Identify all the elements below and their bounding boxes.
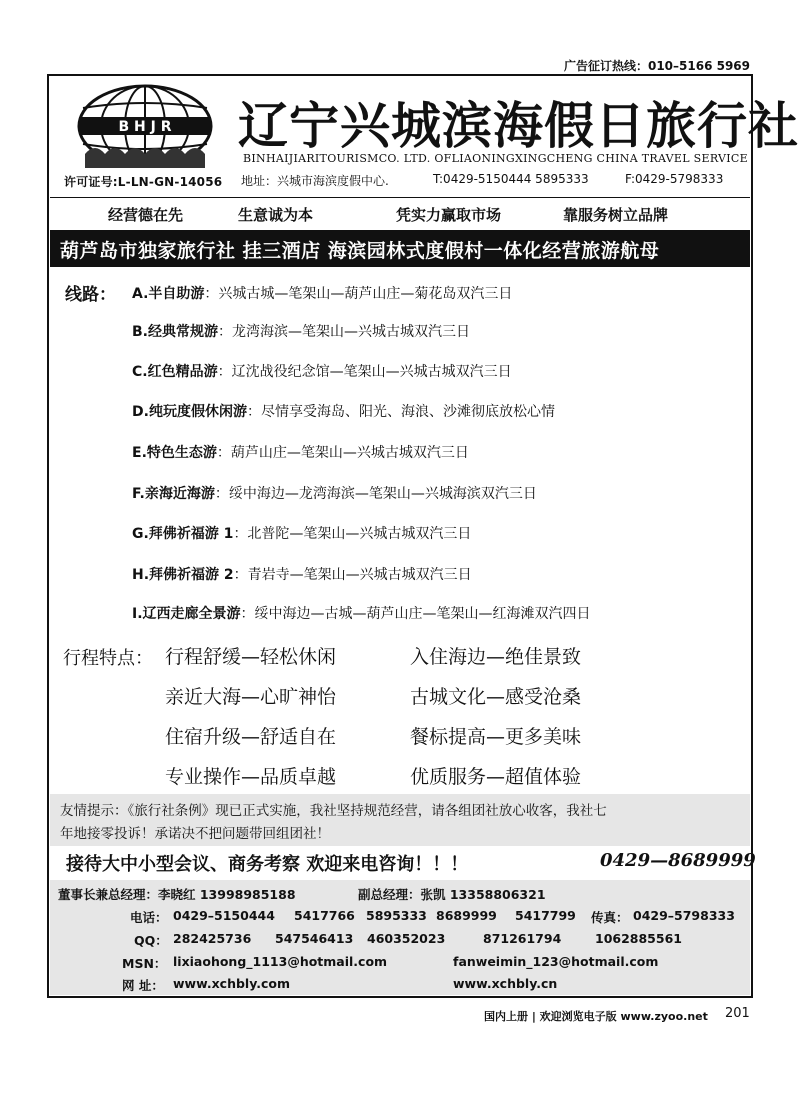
- agency-title: 辽宁兴城滨海假日旅行社: [238, 96, 799, 155]
- msn-address: fanweimin_123@hotmail.com: [453, 954, 659, 969]
- features-label: 行程特点：: [63, 648, 153, 669]
- banner-text: 葫芦岛市独家旅行社 挂三酒店 海滨园林式度假村一体化经营旅游航母: [60, 240, 660, 262]
- tip-line: 年地接零投诉！承诺决不把问题带回组团社！: [60, 826, 330, 842]
- fax-number: 0429–5798333: [633, 908, 735, 923]
- ad-hotline: 广告征订热线：010–5166 5969: [563, 59, 750, 73]
- slogan-2: 生意诚为本: [238, 206, 314, 224]
- address: 地址：兴城市海滨度假中心.: [241, 174, 389, 188]
- feature-item: 亲近大海—心旷神怡: [165, 686, 337, 708]
- page-number: 201: [725, 1006, 750, 1021]
- qq-number: 547546413: [275, 931, 354, 946]
- phone-number: 5417799: [515, 908, 576, 923]
- feature-item: 入住海边—绝佳景致: [410, 646, 582, 668]
- route-item: F.亲海近海游：绥中海边—龙湾海滨—笔架山—兴城海滨双汽三日: [132, 486, 537, 502]
- qq-number: 871261794: [483, 931, 562, 946]
- fax-label: 传真：: [591, 910, 629, 925]
- meeting-phone: 0429—8689999: [600, 850, 756, 871]
- feature-item: 专业操作—品质卓越: [165, 766, 337, 788]
- feature-item: 古城文化—感受沧桑: [410, 686, 582, 708]
- banner: [50, 230, 750, 267]
- phone-number: 0429–5150444: [173, 908, 275, 923]
- vice-manager: 副总经理：张凯 13358806321: [358, 887, 546, 902]
- agency-english-name: BINHAIJIARITOURISMCO. LTD. OFLIAONINGXINGCHENG CHINA TRAVEL SERVICE: [243, 152, 748, 165]
- feature-item: 餐标提高—更多美味: [410, 726, 582, 748]
- route-item: I.辽西走廊全景游：绥中海边—古城—葫芦山庄—笔架山—红海滩双汽四日: [132, 606, 591, 622]
- website-label: 网 址：: [122, 978, 164, 993]
- qq-number: 1062885561: [595, 931, 682, 946]
- phone-label: 电话：: [130, 910, 168, 925]
- footer-text: 国内上册 | 欢迎浏览电子版 www.zyoo.net: [484, 1010, 708, 1023]
- phone-number: 5895333: [366, 908, 427, 923]
- route-item: C.红色精品游：辽沈战役纪念馆—笔架山—兴城古城双汽三日: [132, 364, 512, 380]
- tip-line: 友情提示：《旅行社条例》现已正式实施，我社坚持规范经营，请各组团社放心收客，我社七: [60, 803, 607, 819]
- feature-item: 住宿升级—舒适自在: [165, 726, 337, 748]
- route-item: E.特色生态游：葫芦山庄—笔架山—兴城古城双汽三日: [132, 445, 469, 461]
- msn-label: MSN：: [122, 956, 167, 971]
- website-link[interactable]: www.xchbly.cn: [453, 976, 558, 991]
- divider: [50, 197, 750, 198]
- svg-text:B H J R: B H J R: [118, 119, 172, 135]
- friendly-tip-box: [50, 794, 750, 846]
- slogan-1: 经营德在先: [108, 206, 184, 224]
- route-item: H.拜佛祈福游 2：青岩寺—笔架山—兴城古城双汽三日: [132, 567, 472, 583]
- qq-number: 460352023: [367, 931, 446, 946]
- header-fax: F:0429-5798333: [625, 172, 724, 186]
- routes-label: 线路：: [65, 285, 116, 305]
- contact-box: [50, 880, 750, 995]
- qq-label: QQ：: [134, 933, 168, 948]
- phone-number: 5417766: [294, 908, 355, 923]
- feature-item: 优质服务—超值体验: [410, 766, 582, 788]
- feature-item: 行程舒缓—轻松休闲: [165, 646, 337, 668]
- website-link[interactable]: www.xchbly.com: [173, 976, 290, 991]
- qq-number: 282425736: [173, 931, 252, 946]
- route-item: B.经典常规游：龙湾海滨—笔架山—兴城古城双汽三日: [132, 324, 470, 340]
- license-number: 许可证号:L-LN-GN-14056: [64, 175, 223, 189]
- header-phone: T:0429-5150444 5895333: [433, 172, 589, 186]
- route-item: D.纯玩度假休闲游：尽情享受海岛、阳光、海浪、沙滩彻底放松心情: [132, 404, 555, 420]
- meeting-callout: 接待大中小型会议、商务考察 欢迎来电咨询！！！: [66, 854, 469, 875]
- globe-logo-icon: [75, 84, 215, 174]
- slogan-4: 靠服务树立品牌: [563, 206, 669, 224]
- chairman: 董事长兼总经理：李晓红 13998985188: [58, 887, 296, 902]
- phone-number: 8689999: [436, 908, 497, 923]
- route-item: A.半自助游：兴城古城—笔架山—葫芦山庄—菊花岛双汽三日: [132, 286, 513, 302]
- msn-address: lixiaohong_1113@hotmail.com: [173, 954, 388, 969]
- slogan-3: 凭实力赢取市场: [396, 206, 502, 224]
- route-item: G.拜佛祈福游 1：北普陀—笔架山—兴城古城双汽三日: [132, 526, 472, 542]
